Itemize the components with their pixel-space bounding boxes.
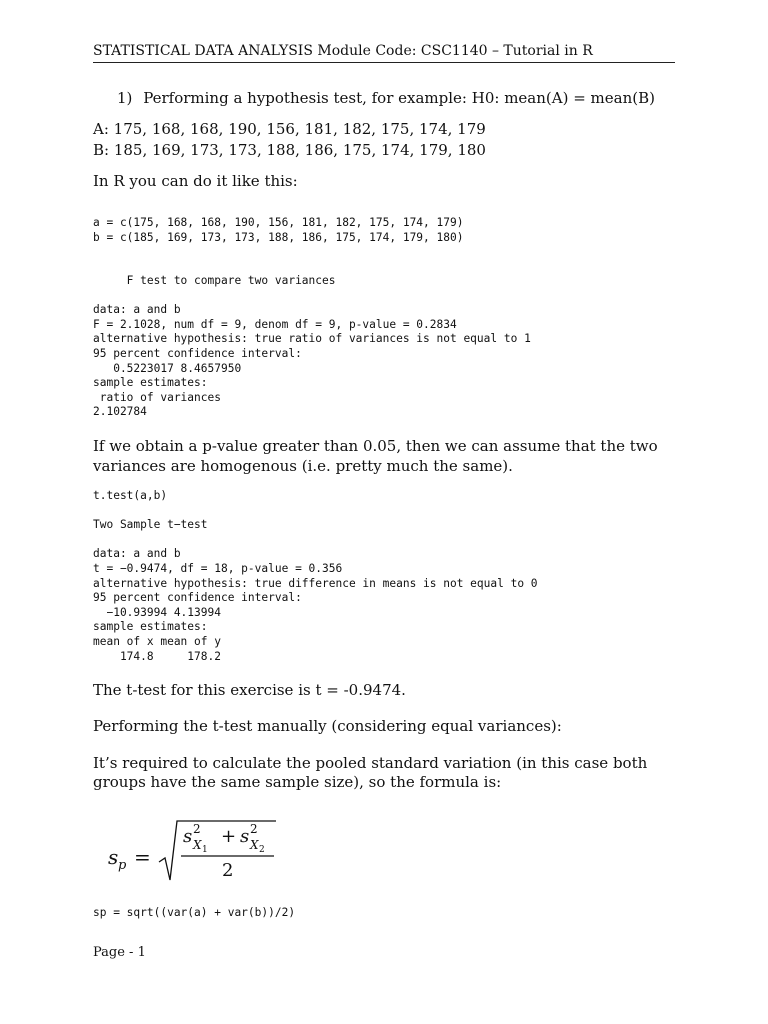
formula-term2-sub: X: [250, 838, 259, 852]
intro-paragraph: In R you can do it like this:: [93, 172, 298, 190]
formula-term1-var: s: [183, 826, 193, 847]
page-header: STATISTICAL DATA ANALYSIS Module Code: CSC1140 – Tutorial in R: [93, 43, 675, 63]
pooled-paragraph-line2: groups have the same sample size), so the formula is:: [93, 773, 502, 791]
formula-equals: =: [134, 845, 151, 869]
pvalue-paragraph-line1: If we obtain a p-value greater than 0.05, then we can assume that the two: [93, 437, 658, 455]
page-footer: Page - 1: [93, 945, 146, 960]
code-block-input: a = c(175, 168, 168, 190, 156, 181, 182, 175, 174, 179) b = c(185, 169, 173, 173, 188, 186, 175, 174, 179, 180): [93, 216, 464, 244]
formula-term1-sub: X: [193, 838, 202, 852]
formula-lhs-sub: p: [118, 858, 127, 873]
data-line-a: A: 175, 168, 168, 190, 156, 181, 182, 175, 174, 179: [93, 120, 486, 138]
manual-heading: Performing the t-test manually (considering equal variances):: [93, 717, 562, 735]
data-line-b: B: 185, 169, 173, 173, 188, 186, 175, 174, 179, 180: [93, 141, 486, 159]
list-number: 1): [117, 89, 133, 107]
formula-term2-sup: 2: [250, 822, 258, 836]
formula-term2-sub-index: 2: [259, 845, 265, 855]
list-item-text: Performing a hypothesis test, for example: H0: mean(A) = mean(B): [143, 89, 655, 107]
ttest-output-block: t.test(a,b) Two Sample t−test data: a and b t = −0.9474, df = 18, p-value = 0.356 alternative hypothesis: true difference in means is not equal to 0 95 percent confidence interval: −10.93994 4.13994 sample estimates: mean of x mean of y 174.8 178.2: [93, 489, 538, 663]
formula-plus: +: [221, 826, 237, 847]
formula-lhs-var: s: [108, 845, 119, 869]
formula-term1-sub-index: 1: [202, 845, 208, 855]
pooled-paragraph-line1: It’s required to calculate the pooled standard variation (in this case both: [93, 754, 648, 772]
ttest-result-paragraph: The t-test for this exercise is t = -0.9474.: [93, 681, 406, 699]
formula-term1-sup: 2: [193, 822, 201, 836]
ftest-output-block: F test to compare two variances data: a and b F = 2.1028, num df = 9, denom df = 9, p-value = 0.2834 alternative hypothesis: true ratio of variances is not equal to 1 95 percent confidence interval: 0.5223017 8.4657950 sample estimates: ratio of variances 2.102784: [93, 274, 531, 419]
formula-term2-var: s: [240, 826, 250, 847]
code-block-sp: sp = sqrt((var(a) + var(b))/2): [93, 906, 296, 919]
list-item-1: [117, 88, 655, 109]
pooled-sd-formula: [108, 818, 308, 886]
formula-denominator: 2: [222, 860, 234, 881]
pvalue-paragraph-line2: variances are homogenous (i.e. pretty much the same).: [93, 457, 513, 475]
